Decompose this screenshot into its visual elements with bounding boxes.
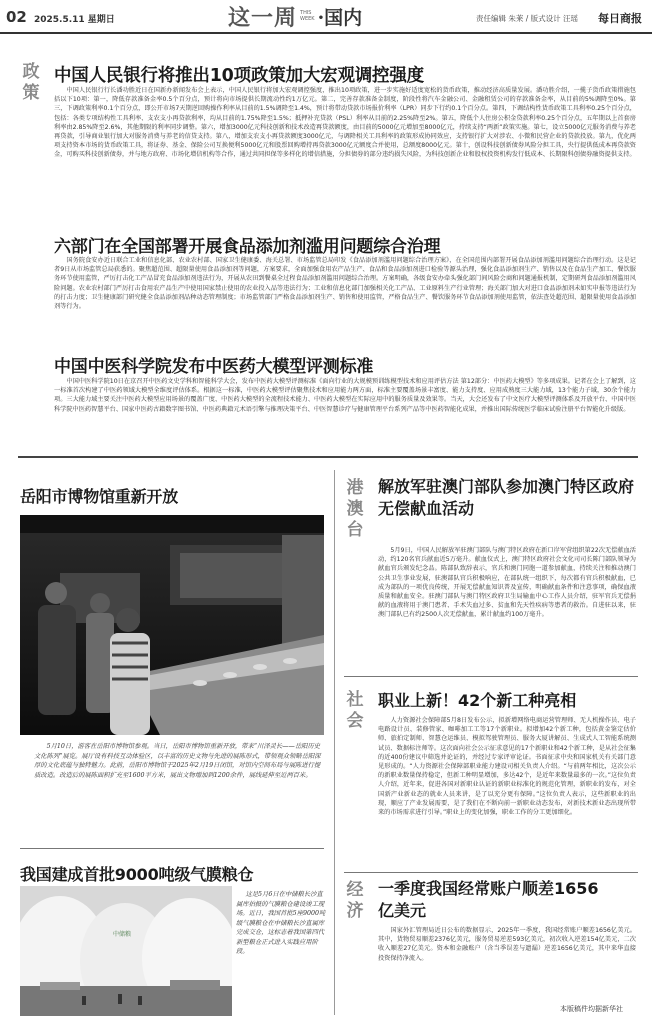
issue-date: 2025.5.11 星期日 bbox=[34, 15, 115, 25]
article-body-tcm: 中国中医科学院10日在京召开中医药文史学科和智能科学大会，发布中医药大模型评测标准《面向行业的大规模预训练模型技术和应用评估方法 第12部分：中医药大模型》等多项成果。记者在会上了解到，这一标准首次构建了中医药领域大模型全维度评估体系。根据这一标准，中医药大模型评估聚焦技术和应用能力两方面，标准主要覆盖场景丰富度、能力支持度、应用成熟度三大能力域，13个能力子域，30余个能力项。三大能力域主要关注中医药大模型应用场景的覆盖广度、中医药大模型的全流程技术能力、中医药大模型在实际应用中的服务质量及效果等。当天，大会还发布了中文医疗大模型评测体系及开放平台、中国中医科学院中医药智慧平台、国家中医药古籍数字图书馆、中医药典籍元术语引擎与推理决策平台、中医智慧诊疗与健康管理平台系列产品等中医药智能化成果，并推出国际传统医学临床试验注册平台智能化升级版。 bbox=[54, 378, 636, 413]
article-body-food: 国务院食安办近日联合工业和信息化部、农业农村部、国家卫生健康委、海关总署、市场监管总局印发《食品添加剂滥用问题综合治理方案》，在全国范围内部署开展食品添加剂滥用问题综合治理行动。这是记者9日从市场监管总局获悉的。聚焦超范围、超限量使用食品添加剂等问题，方案要求，全面加强食用农产品生产、食品和食品添加剂进口检验等源头治理，强化食品添加剂生产、销售以及在食品生产加工、餐饮服务环节使用监管，严厉打击化工产品冒充食品添加剂违法行为，开展从农田到餐桌全过程食品添加剂滥用问题综合治理。方案明确，各级食安办牵头强化部门间风险会商和问题通报机制，定期研判食品添加剂滥用风险问题。农业农村部门严厉打击食用农产品生产中使用国家禁止使用的农业投入品等违法行为；工业和信息化部门加强相关化工产品、工业原料生产行业管理；海关部门加大对进口食品添加剂未如实申报等违法行为的打击力度；卫生健康部门研究健全食品添加剂品种动态管理制度；市场监管部门严格食品添加剂生产、销售和使用监管，严格食品生产、餐饮服务环节食品添加剂使用监管，依法查处超范围、超限量使用食品添加剂等行为。 bbox=[54, 257, 636, 311]
paper-name: 每日商报 bbox=[598, 12, 642, 25]
divider-right-1 bbox=[344, 676, 638, 677]
article-body-pboc: 中国人民银行行长潘功胜近日在国新办新闻发布会上表示，中国人民银行将加大宏观调控强度，推出10项政策，进一步实施好适度宽松的货币政策，推动经济高质量发展。潘功胜介绍，一揽子货币政策措施包括以下10项：第一，降低存款准备金率0.5个百分点，预计将向市场提供长期流动性约1万亿元。第二，完善存款准备金制度，阶段性将汽车金融公司、金融租赁公司的存款准备金率，从目前的5%调降至0%。第三，下调政策利率0.1个百分点，即公开市场7天期逆回购操作利率从目前的1.5%调降至1.4%，预计将带动贷款市场报价利率（LPR）同步下行约0.1个百分点。第四，下调结构性货币政策工具利率0.25个百分点，包括：各类专项结构性工具利率、支农支小再贷款利率，均从目前的1.75%降至1.5%；抵押补充贷款（PSL）利率从目前的2.25%降至2%。第五，降低个人住房公积金贷款利率0.25个百分点，五年期以上首套房利率由2.85%降至2.6%，其他期限的利率同步调整。第六，增加3000亿元科技创新和技术改造再贷款额度，由目前的5000亿元增加至8000亿元，持续支持“两新”政策实施。第七，设立5000亿元服务消费与养老再贷款，引导商业银行加大对服务消费与养老的信贷支持。第八，增加支农支小再贷款额度3000亿元，与调降相关工具利率的政策形成协同效应，支持银行扩大对涉农、小微和民营企业的贷款投放。第九，优化两项支持资本市场的货币政策工具，将证券、基金、保险公司互换便利5000亿元和股票回购增持再贷款3000亿元额度合并使用，总额度8000亿元。第十，创设科技创新债券风险分担工具，央行提供低成本再贷款资金，可购买科技创新债券，并与地方政府、市场化增信机构等合作，通过共同担保等多样化的增信措施，分担债券的部分违约损失风险，为科技创新企业和股权投资机构发行低成本、长期限科创债券融资提供支持。 bbox=[54, 87, 636, 159]
divider-left bbox=[20, 848, 324, 849]
column-divider bbox=[334, 470, 335, 1015]
headline-account: 一季度我国经常账户顺差1656亿美元 bbox=[378, 879, 599, 920]
caption-granary: 这是5月6日在中储粮长沙直属库拍摄的气膜粮仓建设竣工现场。近日，我国首批5座9000吨级气膜粮仓在中储粮长沙直属库完成交仓，这标志着我国第四代新型粮仓正式进入实践应用阶段。 bbox=[236, 891, 326, 955]
caption-museum: 5月10日，游客在岳阳市博物馆参观。当日，岳阳市博物馆重新开放，带来“川泽灵长——岳阳历史文化陈列”展览。展厅设有科技互动体验区，以丰富的历史文物与先进的展陈形式，带领观众领略岳阳深厚的文化底蕴与独特魅力。此前，岳阳市博物馆于2025年2月19日闭馆，对馆内空间布局与展陈进行提质改造。改造后的展陈面积扩充至1600平方米，展出文物增加到1200余件，展线延伸至近两百米。 bbox=[34, 743, 321, 779]
section-name: ·国内 bbox=[317, 6, 363, 29]
section-logo: 这一周 bbox=[228, 4, 298, 31]
section-divider bbox=[18, 456, 638, 458]
headline-garrison: 解放军驻澳门部队参加澳门特区政府无偿献血活动 bbox=[378, 477, 635, 518]
headline-pboc: 中国人民银行将推出10项政策加大宏观调控强度 bbox=[54, 66, 424, 86]
section-this-week: THIS WEEK bbox=[300, 10, 315, 22]
label-society: 社 会 bbox=[346, 690, 364, 731]
headline-museum: 岳阳市博物馆重新开放 bbox=[20, 487, 179, 506]
section-ribbon bbox=[228, 4, 363, 31]
museum-photo-graphic bbox=[20, 515, 324, 735]
editors-credit: 责任编辑 朱莱 / 版式设计 汪瑶 bbox=[476, 14, 579, 23]
article-body-account: 国家外汇管理局近日公布的数据显示，2025年一季度，我国经常账户顺差1656亿美元。其中，货物贸易顺差2376亿美元，服务贸易逆差593亿美元，初次收入逆差154亿美元，二次收入顺差27亿美元。资本和金融账户（含当季误差与遗漏）逆差1656亿美元，其中来华直接投资保持净流入。 bbox=[378, 927, 636, 962]
granary-photo-graphic bbox=[20, 886, 232, 1016]
label-policy: 政 策 bbox=[22, 62, 40, 103]
headline-granary: 我国建成首批9000吨级气膜粮仓 bbox=[20, 865, 254, 884]
svg-text:中储粮: 中储粮 bbox=[113, 931, 132, 938]
divider-right-2 bbox=[344, 872, 638, 873]
article-body-garrison: 5月9日，中国人民解放军驻澳门部队与澳门特区政府在新口岸军营组织第22次无偿献血活动，约120名官兵献血近5万毫升。献血仪式上，澳门特区政府社会文化司司长陈门部队领导为献血官兵颁发纪念品。陈部队致辞表示，官兵和澳门同胞一道参加献血，持续关注和推动澳门公共卫生事业发展，驻澳部队官兵积极响应，在部队统一组织下，每次都有官兵积极献血，已成为部队的一项优良传统，开展无偿献血知识普及宣传，明确献血条件和注意事项，确保血液质量和献血安全。驻澳门部队与澳门特区政府卫生局输血中心工作人员介绍，驻军官兵无偿捐献的血液将用于澳门患者、手术失血过多、贫血和先天性疾病等患者的救治。自进驻以来，驻澳门部队已有约2500人次无偿献血，累计献血约100万毫升。 bbox=[378, 547, 636, 619]
headline-jobs: 职业上新！42个新工种亮相 bbox=[378, 691, 577, 710]
label-hk-macau: 港 澳 台 bbox=[346, 478, 364, 540]
page-header bbox=[0, 0, 652, 34]
label-economy: 经 济 bbox=[346, 880, 364, 921]
headline-food: 六部门在全国部署开展食品添加剂滥用问题综合治理 bbox=[54, 237, 441, 257]
headline-tcm: 中国中医科学院发布中医药大模型评测标准 bbox=[54, 357, 374, 377]
article-body-jobs: 人力资源社会保障部5月8日发布公示，拟新增网络电商运营管理师、无人机操作员、电子电路设计员、装修管家、咖啡加工工等17个新职业。拟增加42个新工种，包括黄金鉴定估价师、旅拍定制师、智慧仓运维员、模拟驾驶管理员、服务大厦讲解员、生成式人工智能系统测试员、数据标注师等。这次面向社会公示征求意见的17个新职业和42个新工种，是从社会征集的近400份建议中筛选并论证的，并经过专家评审论证。书面征求中央和国家机关有关部门意见形成的。“人力资源社会保障部职业能力建设司相关负责人介绍。“与前两年相比，这次公示的新职业数量保持稳定，但新工种明显增加，多达42个，是近年来数量最多的一次。”这位负责人介绍，近年来，促进各国对新职业认证的新职业标准化的规范化管理，新职业的发布，对全国新产业新业态的就业人员来讲，是了以充分更有保障。”这位负责人表示，这些新职业的出现，顺应了产业发展需要，是了我们在不断向前一新职业动态发布，对新技术新业态出现所带来的市场需求进行引导。”职业上的变化加强，职业工作的分工更加细化。 bbox=[378, 717, 636, 817]
footer-credit: 本版稿件均据新华社 bbox=[560, 1005, 623, 1013]
granary-photo bbox=[20, 886, 232, 1016]
page-number: 02 bbox=[6, 8, 27, 26]
museum-photo bbox=[20, 515, 324, 735]
